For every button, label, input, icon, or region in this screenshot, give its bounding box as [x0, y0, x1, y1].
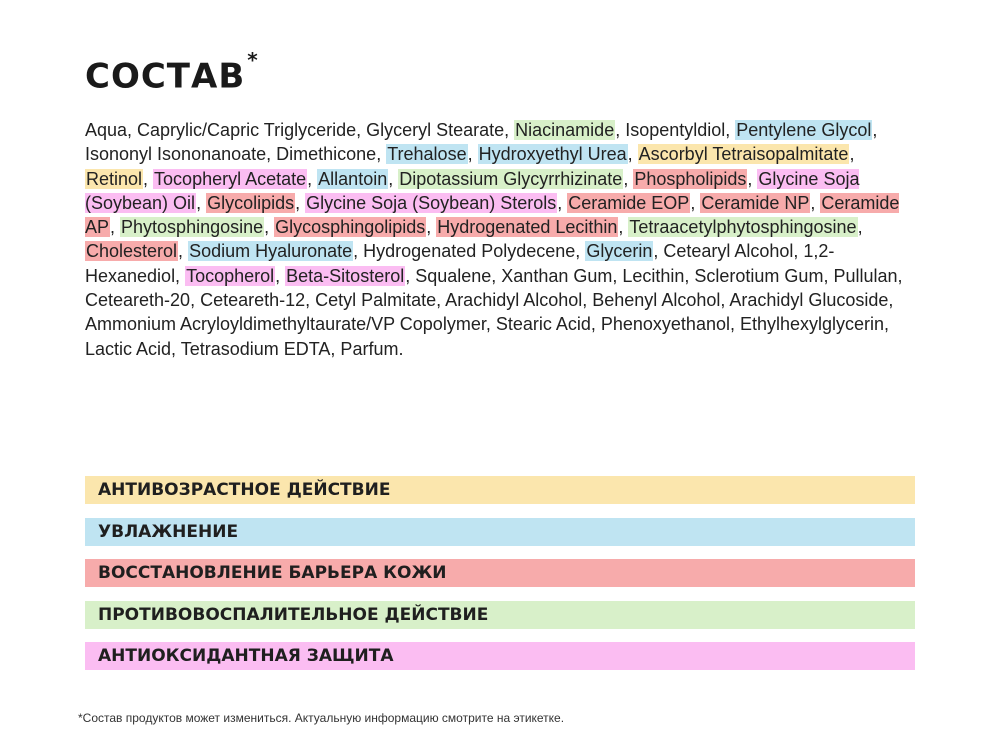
- ingredient-text: ,: [623, 168, 634, 189]
- ingredient-highlight-antiox: Tocopheryl Acetate: [154, 168, 307, 189]
- ingredient-text: ,: [857, 217, 863, 238]
- ingredient-highlight-antiinfl: Niacinamide: [515, 120, 615, 140]
- ingredient-highlight-moist: Sodium Hyaluronate: [189, 241, 353, 262]
- ingredient-text: , Hydrogenated Polydecene,: [353, 241, 586, 262]
- ingredient-text: ,: [178, 241, 189, 262]
- ingredient-text: ,: [110, 217, 121, 238]
- ingredient-text: ,: [849, 144, 855, 165]
- ingredient-text: ,: [557, 192, 568, 213]
- category-legend: [85, 476, 915, 684]
- ingredient-highlight-antiage: Retinol: [86, 168, 143, 189]
- ingredient-highlight-antiox: Beta-Sitosterol: [286, 265, 405, 286]
- ingredient-highlight-antiinfl: Phytosphingosine: [121, 217, 264, 238]
- ingredient-highlight-barrier: Phospholipids: [634, 168, 747, 189]
- legend-bar-antiox: [85, 642, 915, 670]
- legend-label: ПРОТИВОВОСПАЛИТЕЛЬНОЕ ДЕЙСТВИЕ: [98, 604, 489, 625]
- legend-bar-antiinfl: [85, 601, 915, 629]
- ingredient-highlight-moist: Allantoin: [318, 168, 388, 189]
- legend-label: АНТИВОЗРАСТНОЕ ДЕЙСТВИЕ: [98, 480, 391, 500]
- ingredient-text: ,: [810, 192, 821, 213]
- ingredient-highlight-moist: Glycerin: [586, 241, 653, 262]
- ingredient-text: ,: [618, 217, 629, 238]
- ingredient-highlight-barrier: Glycosphingolipids: [275, 217, 426, 238]
- ingredient-text: ,: [747, 168, 758, 189]
- ingredient-highlight-moist: Trehalose: [387, 144, 467, 165]
- ingredient-text: , Isopentyldiol,: [615, 120, 736, 140]
- ingredients-list: [85, 118, 915, 361]
- ingredient-text: , Cetearyl Alcohol, 1,2-Hexanediol,: [85, 241, 835, 286]
- legend-label: ВОССТАНОВЛЕНИЕ БАРЬЕРА КОЖИ: [98, 563, 447, 583]
- ingredient-text: , Squalene, Xanthan Gum, Lecithin, Sclerotium Gum, Pullulan, Ceteareth-20, Ceteareth-12, Cetyl Palmitate, Arachidyl Alcohol, Behenyl Alcohol, Arachidyl Glucoside, Ammonium Acryloyldimethyltaurate/VP Copolymer, Stearic Acid, Phenoxyethanol, Ethylhexylglycerin, Lactic Acid, Tetrasodium EDTA, Parfum.: [85, 265, 903, 359]
- ingredient-highlight-barrier: Ceramide EOP: [568, 192, 690, 213]
- ingredient-text: ,: [467, 144, 478, 165]
- title-text: СОСТАВ: [85, 56, 246, 97]
- ingredient-text: , Isononyl Isononanoate, Dimethicone,: [85, 120, 878, 165]
- ingredient-highlight-antiinfl: Dipotassium Glycyrrhizinate: [399, 168, 623, 189]
- legend-bar-moist: [85, 518, 915, 546]
- ingredient-text: ,: [295, 192, 306, 213]
- ingredient-highlight-antiage: Ascorbyl Tetraisopalmitate: [638, 144, 849, 165]
- ingredient-text: ,: [307, 168, 318, 189]
- ingredient-highlight-antiox: Glycine Soja (Soybean) Oil: [85, 168, 860, 213]
- ingredient-highlight-barrier: Glycolipids: [207, 192, 295, 213]
- ingredient-highlight-barrier: Ceramide AP: [85, 192, 900, 238]
- legend-bar-antiage: [85, 476, 915, 504]
- ingredient-highlight-barrier: Cholesterol: [86, 241, 178, 262]
- ingredient-highlight-barrier: Ceramide NP: [701, 192, 810, 213]
- ingredient-highlight-antiox: Glycine Soja (Soybean) Sterols: [306, 192, 557, 213]
- ingredient-highlight-moist: Pentylene Glycol: [736, 120, 872, 140]
- ingredient-highlight-barrier: Hydrogenated Lecithin: [437, 217, 618, 238]
- ingredient-text: ,: [690, 192, 701, 213]
- ingredient-text: ,: [143, 168, 154, 189]
- ingredient-text: ,: [275, 265, 286, 286]
- ingredient-text: ,: [264, 217, 275, 238]
- legend-label: УВЛАЖНЕНИЕ: [98, 521, 239, 542]
- ingredient-text: Aqua, Caprylic/Capric Triglyceride, Glyceryl Stearate,: [85, 120, 515, 140]
- ingredient-highlight-moist: Hydroxyethyl Urea: [478, 144, 627, 165]
- ingredient-highlight-antiinfl: Tetraacetylphytosphingosine: [629, 217, 857, 238]
- legend-bar-barrier: [85, 559, 915, 587]
- ingredient-highlight-antiox: Tocopherol: [186, 265, 275, 286]
- page-title: [85, 48, 259, 96]
- ingredient-text: ,: [388, 168, 399, 189]
- ingredient-text: ,: [426, 217, 437, 238]
- ingredient-text: ,: [196, 192, 207, 213]
- footnote: *Состав продуктов может измениться. Актуальную информацию смотрите на этикетке.: [78, 711, 565, 725]
- title-footnote-marker: *: [247, 48, 259, 72]
- legend-label: АНТИОКСИДАНТНАЯ ЗАЩИТА: [98, 646, 394, 666]
- ingredient-text: ,: [627, 144, 638, 165]
